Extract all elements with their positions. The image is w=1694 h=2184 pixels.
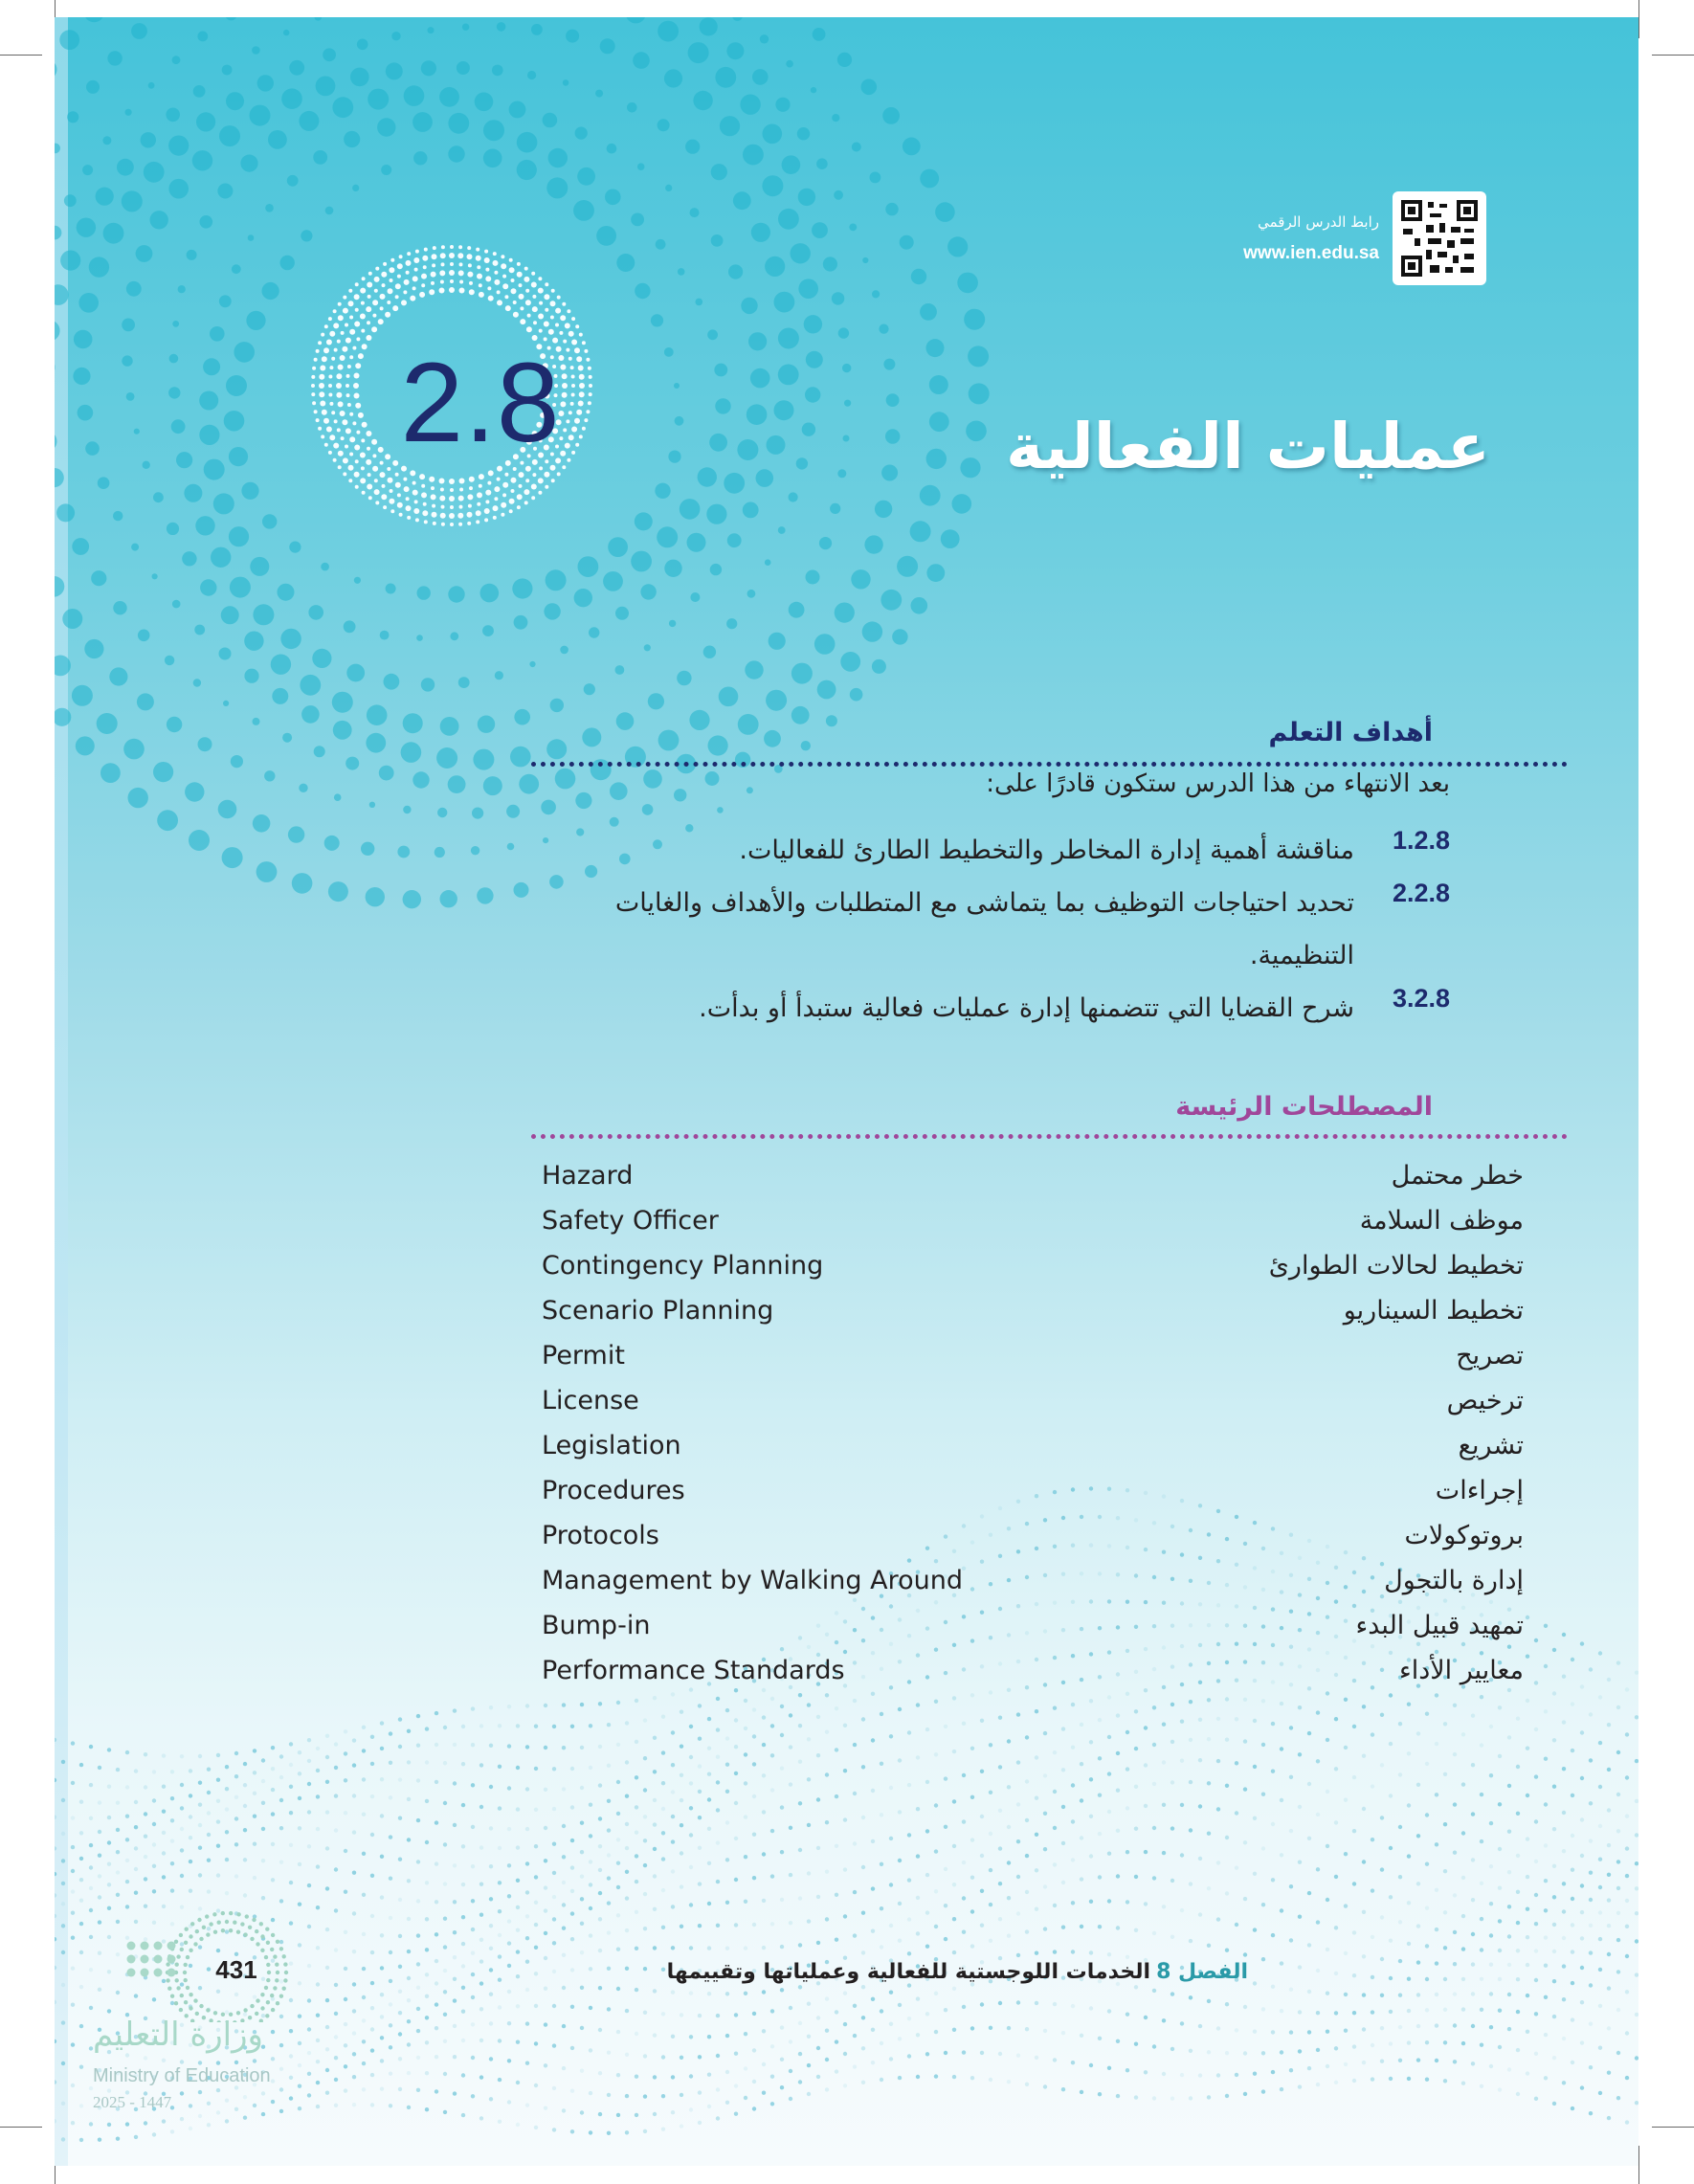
term-row	[55, 1341, 1638, 1386]
terms-divider	[531, 1134, 1568, 1139]
term-english: Management by Walking Around	[542, 1566, 963, 1595]
term-row	[55, 1476, 1638, 1521]
goal-text: مناقشة أهمية إدارة المخاطر والتخطيط الطارئ للفعاليات.	[739, 836, 1354, 865]
term-row	[55, 1296, 1638, 1341]
term-row	[55, 1656, 1638, 1701]
term-row	[55, 1251, 1638, 1296]
crop-mark	[0, 55, 42, 56]
learning-goals-heading: أهداف التعلم	[1268, 718, 1433, 747]
term-english: Bump-in	[542, 1611, 651, 1640]
goal-number: 2.2.8	[1392, 879, 1450, 907]
ministry-name-english: Ministry of Education	[93, 2065, 271, 2086]
book-page	[55, 17, 1638, 2166]
term-arabic: تمهيد قبيل البدء	[1355, 1611, 1524, 1640]
term-arabic: تصريح	[1456, 1341, 1524, 1371]
term-arabic: معايير الأداء	[1399, 1656, 1524, 1685]
qr-code-icon[interactable]	[1393, 191, 1486, 285]
term-english: Protocols	[542, 1521, 659, 1550]
crop-mark	[1638, 2146, 1639, 2184]
term-row	[55, 1431, 1638, 1476]
digital-lesson-link[interactable]: www.ien.edu.sa	[1243, 243, 1379, 263]
goal-text: شرح القضايا التي تتضمنها إدارة عمليات فعالية ستبدأ أو بدأت.	[699, 993, 1354, 1023]
term-english: Hazard	[542, 1161, 634, 1191]
goal-number: 1.2.8	[1392, 826, 1450, 855]
term-english: License	[542, 1386, 639, 1415]
key-terms-heading: المصطلحات الرئيسة	[1175, 1092, 1433, 1122]
term-row	[55, 1521, 1638, 1566]
term-arabic: تخطيط السيناريو	[1343, 1296, 1524, 1326]
term-english: Procedures	[542, 1476, 685, 1505]
term-arabic: خطر محتمل	[1391, 1161, 1524, 1191]
ministry-name-arabic: وزارة التعليم	[93, 2016, 263, 2054]
term-row	[55, 1566, 1638, 1611]
crop-mark	[1638, 0, 1639, 38]
goal-text: تحديد احتياجات التوظيف بما يتماشى مع المتطلبات والأهداف والغايات التنظيمية.	[614, 888, 1354, 970]
term-english: Contingency Planning	[542, 1251, 824, 1281]
term-arabic: تشريع	[1458, 1431, 1524, 1460]
term-english: Legislation	[542, 1431, 681, 1460]
term-arabic: إدارة بالتجول	[1384, 1566, 1524, 1595]
goal-number: 3.2.8	[1392, 984, 1450, 1013]
lesson-number: 2.8	[400, 340, 561, 466]
term-arabic: إجراءات	[1435, 1476, 1524, 1505]
crop-mark	[1652, 55, 1694, 56]
ministry-logo-icon	[83, 1879, 303, 2022]
term-row	[55, 1611, 1638, 1656]
page-number: 431	[215, 1955, 257, 1984]
ministry-year: 2025 - 1447	[93, 2093, 172, 2111]
term-english: Scenario Planning	[542, 1296, 774, 1326]
crop-mark	[0, 2127, 42, 2128]
term-arabic: تخطيط لحالات الطوارئ	[1268, 1251, 1524, 1281]
goals-intro: بعد الانتهاء من هذا الدرس ستكون قادرًا على:	[986, 769, 1450, 798]
lesson-title: عمليات الفعالية	[1006, 410, 1490, 483]
term-english: Permit	[542, 1341, 625, 1371]
term-arabic: موظف السلامة	[1359, 1206, 1524, 1236]
term-english: Safety Officer	[542, 1206, 719, 1236]
term-arabic: ترخيص	[1446, 1386, 1524, 1415]
term-english: Performance Standards	[542, 1656, 845, 1685]
chapter-title: الخدمات اللوجستية للفعالية وعملياتها وتقييمها	[666, 1960, 1150, 1984]
term-row	[55, 1161, 1638, 1206]
term-row	[55, 1206, 1638, 1251]
chapter-label: الفصل 8	[1156, 1960, 1248, 1984]
term-row	[55, 1386, 1638, 1431]
crop-mark	[1652, 2127, 1694, 2128]
term-arabic: بروتوكولات	[1404, 1521, 1524, 1550]
goals-divider	[531, 762, 1568, 767]
qr-caption: رابط الدرس الرقمي	[1258, 213, 1379, 231]
